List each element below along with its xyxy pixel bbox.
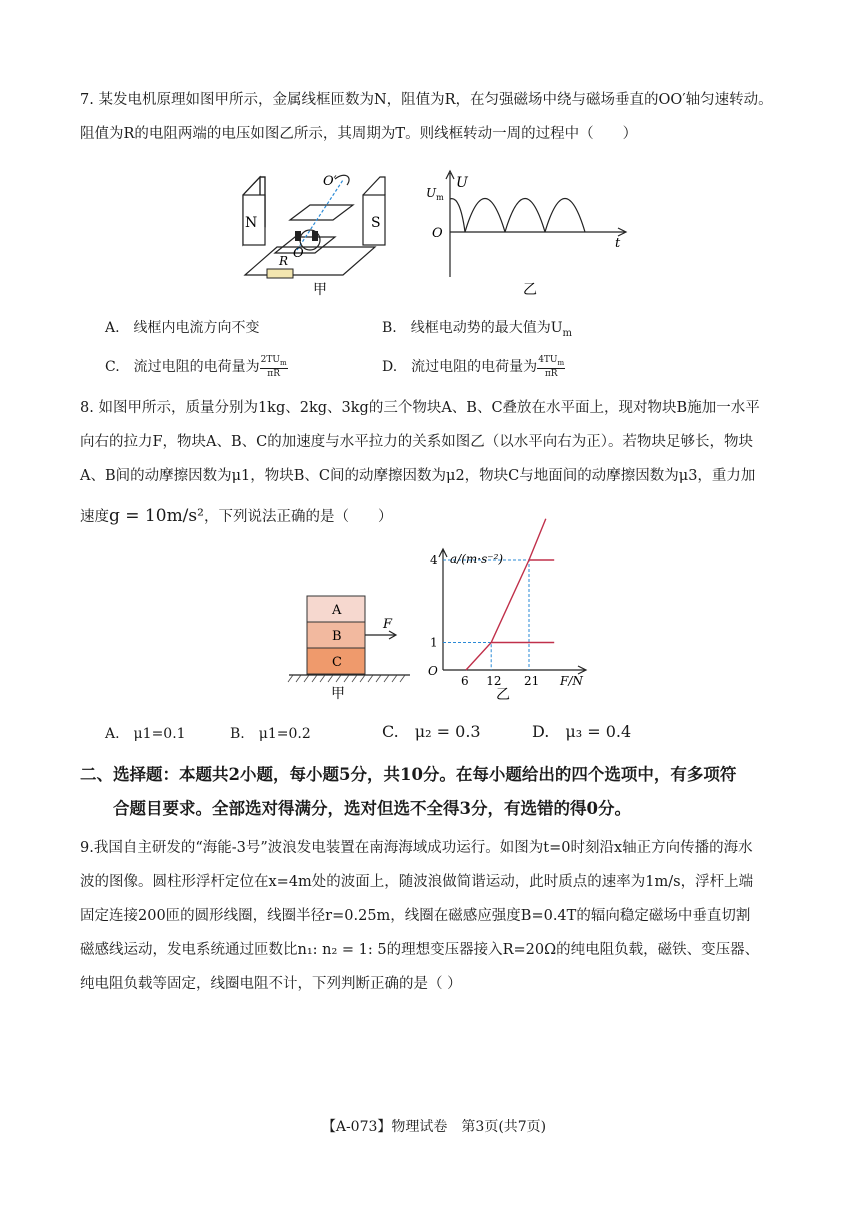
- q8-fig-jia-caption: 甲: [331, 686, 345, 702]
- q8-line-2: 向右的拉力F，物块A、B、C的加速度与水平拉力的关系如图乙（以水平向右为正）。若物块足够长，物块: [80, 434, 754, 450]
- chart-ylabel: a/(m·s⁻²): [450, 552, 504, 566]
- q7-line-2: 阻值为R的电阻两端的电压如图乙所示，其周期为T。则线框转动一周的过程中（ ）: [80, 126, 638, 142]
- u-axis-label: U: [456, 175, 468, 191]
- fig-jia-caption: 甲: [313, 282, 327, 298]
- q9-line-3: 固定连接200匝的圆形线圈，线圈半径r=0.25m，线圈在磁感应强度B=0.4T的辐向稳定磁场中垂直切割: [80, 908, 751, 924]
- q8-option-d[interactable]: D. μ₃ = 0.4: [532, 722, 632, 741]
- s-pole-label: S: [371, 215, 381, 231]
- um-sub: m: [436, 193, 444, 202]
- chart-xlabel: F/N: [560, 674, 583, 688]
- t-axis-label: t: [615, 236, 621, 251]
- q7-option-d[interactable]: D. 流过电阻的电荷量为 $\frac{4TU_m}{\pi R}$: [382, 355, 565, 379]
- chart-guide-line: [443, 560, 529, 670]
- section-2-line-2: 合题目要求。全部选对得满分，选对但选不全得3分，有选错的得0分。: [113, 799, 631, 818]
- q8-line-1: 8. 如图甲所示，质量分别为1kg、2kg、3kg的三个物块A、B、C叠放在水平面上，现对物块B施加一水平: [80, 400, 760, 416]
- q8-line-3: A、B间的动摩擦因数为μ1，物块B、C间的动摩擦因数为μ2，物块C与地面间的动摩擦因数为μ3，重力加: [80, 468, 756, 484]
- q9-line-2: 波的图像。圆柱形浮杆定位在x=4m处的波面上，随波浪做简谐运动，此时质点的速率为1m/s，浮杆上端: [80, 874, 754, 890]
- q8-option-c[interactable]: C. μ₂ = 0.3: [382, 722, 481, 741]
- q7-option-c[interactable]: C. 流过电阻的电荷量为 $\frac{2TU_m}{\pi R}$: [105, 355, 287, 379]
- svg-text:Um: [426, 186, 444, 202]
- q7-figure-yi: [420, 165, 630, 300]
- block-a-label: A: [332, 603, 342, 618]
- q8-option-b[interactable]: B. μ1=0.2: [230, 726, 311, 742]
- q8-figure-jia: [285, 590, 415, 705]
- fig-yi-caption: 乙: [523, 282, 537, 298]
- q8-option-a[interactable]: A. μ1=0.1: [105, 726, 186, 742]
- um-label: U: [426, 186, 437, 200]
- o-prime-label: O′: [323, 174, 337, 189]
- force-label: F: [383, 617, 393, 632]
- q9-line-5: 纯电阻负载等固定，线圈电阻不计，下列判断正确的是（ ）: [80, 976, 462, 992]
- origin-label: O: [432, 226, 443, 241]
- q7-option-b[interactable]: B. 线框电动势的最大值为$U_m$: [382, 320, 573, 339]
- q7-option-a[interactable]: A. 线框内电流方向不变: [105, 320, 260, 336]
- r-label: R: [279, 254, 289, 268]
- chart-series-line-1: [466, 519, 546, 670]
- chart-origin-label: O: [428, 664, 438, 678]
- q9-line-4: 磁感线运动，发电系统通过匝数比n₁: n₂ = 1: 5的理想变压器接入R=20Ω的纯电阻负载，磁铁、变压器、: [80, 942, 760, 958]
- chart-y-tick-label: 4: [430, 553, 438, 567]
- page-footer: 【A-073】物理试卷 第3页(共7页): [321, 1119, 547, 1135]
- q9-line-1: 9.我国自主研发的“海能-3号”波浪发电装置在南海海域成功运行。如图为t=0时刻沿x轴正方向传播的海水: [80, 840, 753, 856]
- chart-x-tick-label: 6: [461, 674, 469, 688]
- q7-figure-jia: [235, 165, 415, 300]
- q7-line-1: 7. 某发电机原理如图甲所示，金属线框匝数为N，阻值为R，在匀强磁场中绕与磁场垂直的OO′轴匀速转动。: [80, 92, 773, 108]
- gravity-formula: g = 10m/s²: [109, 506, 204, 526]
- q8-line-4: 速度g = 10m/s²，下列说法正确的是（ ）: [80, 506, 393, 526]
- n-pole-label: N: [245, 215, 258, 231]
- chart-x-tick-label: 12: [486, 674, 502, 688]
- section-2-line-1: 二、选择题：本题共2小题，每小题5分，共10分。在每小题给出的四个选项中，有多项符: [80, 765, 737, 784]
- o-label: O: [293, 246, 304, 261]
- chart-y-tick-label: 1: [430, 635, 438, 650]
- block-b-label: B: [332, 629, 342, 644]
- q8-chart: [420, 545, 590, 705]
- chart-caption: 乙: [496, 687, 510, 703]
- chart-guide-line: [443, 643, 491, 671]
- block-c-label: C: [332, 655, 342, 670]
- chart-x-tick-label: 21: [524, 674, 540, 688]
